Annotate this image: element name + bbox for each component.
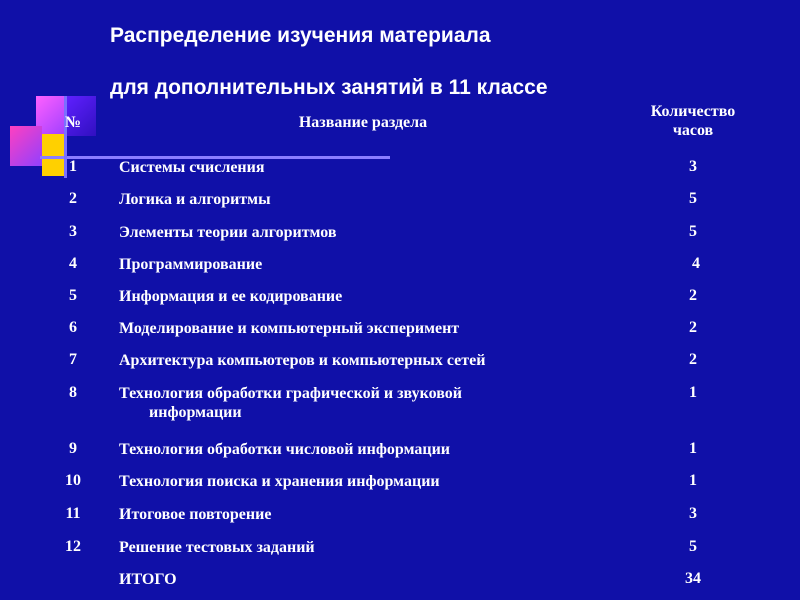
header-number: № bbox=[64, 114, 82, 131]
header-section-name: Название раздела bbox=[298, 114, 428, 131]
title-line-1: Распределение изучения материала bbox=[110, 24, 491, 47]
slide: Распределение изучения материала для дополнительных занятий в 11 классе № Название раздела Количество часов 1 Системы счисления 3 2 Логика и алгоритмы 5 3 Элементы теории алгоритмов 5 4 Программирование 4 5 Информация и ее кодирование 2 6 Моделирование и компьютерный эксперимент 2 7 Архитектура компьютеров и компьютерных сетей 2 8 Технология обработки графической и звуковой информации 1 9 Технология обработки числовой информации 1 10 Технология поиска и хранения информации 1 11 Итоговое повторение 3 12 Решение тестовых заданий 5 ИТОГО 34 bbox=[0, 0, 800, 600]
header-hours: Количество часов bbox=[650, 103, 736, 139]
table-header bbox=[40, 96, 800, 154]
title-line-2: для дополнительных занятий в 11 классе bbox=[110, 76, 548, 99]
